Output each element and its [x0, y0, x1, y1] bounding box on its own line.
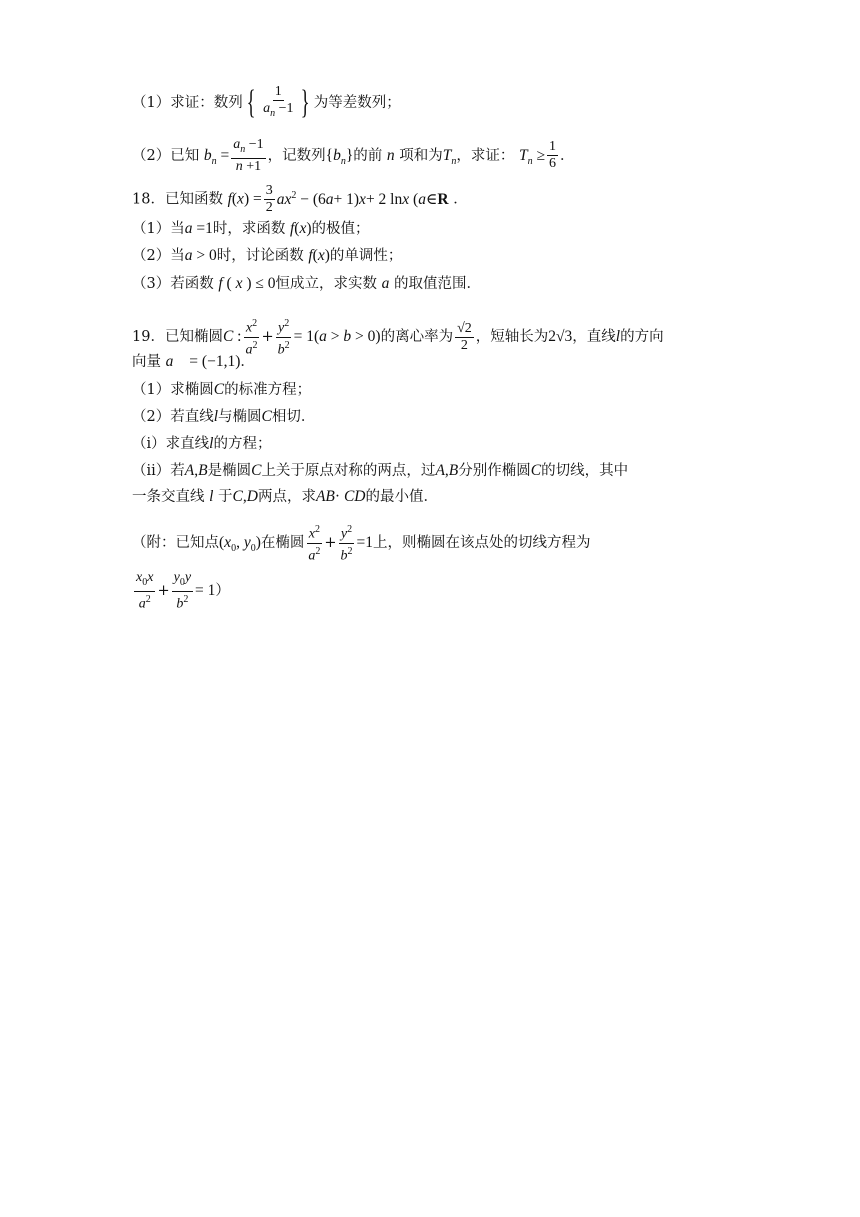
math: AB· CD	[315, 488, 366, 505]
math: A,B	[184, 462, 208, 479]
text: 项和为	[399, 147, 443, 164]
text: 于	[218, 489, 233, 505]
text: 上，则椭圆在该点处的切线方程为	[373, 535, 591, 552]
text: 时，讨论函数	[216, 248, 304, 264]
math: f ( x ) ≤ 0	[218, 275, 276, 292]
problem-18-part-1	[132, 219, 370, 239]
text: 19．已知椭圆	[132, 329, 223, 346]
text: 的取值范围．	[393, 276, 481, 292]
text: （i）求直线	[132, 436, 210, 452]
math-fraction: $\frac{3}{2}$	[265, 183, 273, 215]
math-fraction: $\frac{a_n -1}{n +1}$	[233, 137, 264, 174]
problem-19-part-2-ii-cont	[132, 487, 438, 507]
text: 的极值；	[311, 221, 370, 237]
problem-19-stem: 19．已知椭圆C : $\frac{x^2}{a^2}$ + $\frac{y^2}{b^2}$ = 1(a > b > 0)的离心率为 $\frac{√2}{2}$ ，短轴长为2√3，直线l的方向	[132, 318, 664, 358]
math: ($x_0$, $y_0$)	[219, 534, 261, 555]
problem-19-part-2-i	[132, 434, 271, 454]
problem-19-part-2-ii	[132, 461, 628, 481]
math: f(x)	[289, 220, 312, 237]
text: 是椭圆	[207, 463, 252, 479]
text: （1）求证：数列	[132, 94, 243, 111]
problem-19-stem-cont: 向量 a⃗ = (−1,1)．	[132, 353, 255, 370]
text: 两点，求	[257, 489, 316, 505]
math-fraction: $\frac{x^2}{a^2}$	[245, 318, 258, 358]
problem-17-part-1	[132, 84, 401, 122]
text: 的切线，其中	[541, 463, 629, 479]
math-fraction: $\frac{1}{6}$	[549, 139, 556, 172]
math: a =1	[184, 220, 213, 237]
text: 向量	[132, 354, 161, 370]
text: 的方向	[620, 329, 664, 346]
math: C	[261, 408, 272, 425]
text: 时，求函数	[212, 221, 286, 237]
appendix-note: （附：已知点($x_0$, $y_0$)在椭圆 $\frac{x^2}{a^2}$ + $\frac{y^2}{b^2}$ =1上，则椭圆在该点处的切线方程为	[132, 524, 591, 564]
text: 的单调性；	[329, 248, 403, 264]
text: 的标准方程；	[224, 382, 312, 398]
text: ，记数列	[267, 147, 326, 164]
math: C	[251, 462, 262, 479]
appendix-note-formula: $\frac{x_0x}{a^2}$ + $\frac{y_0y}{b^2}$ = 1）	[136, 570, 230, 612]
math: C	[530, 462, 542, 479]
problem-19-part-2	[132, 407, 315, 427]
problem-18-stem: 18．已知函数 f(x) = $\frac{3}{2}$ $ax^2 - (6a+ 1)x+ 2$ lnx (a∈R ．	[132, 183, 468, 215]
math: a > 0	[184, 247, 217, 264]
text: （2）若直线	[132, 409, 214, 425]
math: =1	[356, 534, 374, 552]
text: ，短轴长为	[475, 329, 549, 346]
math: C	[213, 381, 225, 398]
text: 的方程；	[213, 436, 272, 452]
math: f(x) =	[227, 190, 262, 208]
text: 为等差数列；	[313, 94, 401, 111]
math: $\{b_n\}$	[325, 146, 354, 167]
text: ，求证：	[456, 147, 515, 164]
math: l	[213, 408, 219, 425]
problem-19-part-1	[132, 380, 311, 400]
problem-18-part-3	[132, 274, 481, 294]
problem-17-part-2: （2）已知 $b_n$ = $\frac{a_n -1}{n +1}$ ，记数列$\{b_n\}$的前 n 项和为$T_n$，求证： $T_n$ ≥ $\frac{1}{6}$ ．	[132, 137, 575, 174]
text: 与椭圆	[218, 409, 262, 425]
math: }	[301, 83, 311, 121]
text: （1）求椭圆	[132, 382, 214, 398]
text: （附：已知点	[132, 535, 219, 552]
math-fraction: $\frac{y_0y}{b^2}$	[173, 570, 192, 612]
text: （ii）若	[132, 463, 185, 479]
math: l	[209, 435, 214, 452]
text: 18．已知函数	[132, 191, 223, 208]
text: （2）已知	[132, 147, 200, 164]
math: {	[246, 83, 256, 121]
text: 恒成立，求实数	[275, 276, 378, 292]
math: C,D	[232, 488, 258, 505]
math: $b_n$ =	[203, 146, 230, 167]
text: 上关于原点对称的两点，过	[261, 463, 436, 479]
math: A,B	[435, 462, 459, 479]
math: l	[615, 328, 621, 346]
math: = 1	[195, 582, 216, 600]
text: 的离心率为	[380, 329, 454, 346]
text: 在椭圆	[260, 535, 305, 552]
problem-18-part-2	[132, 246, 402, 266]
math-fraction: $\frac{y^2}{b^2}$	[340, 524, 353, 564]
math: n	[386, 146, 395, 164]
math: C :	[222, 328, 242, 346]
math: a⃗ = (−1,1)	[165, 353, 241, 370]
math: = 1(a > b > 0)	[293, 328, 381, 346]
math-fraction: $\frac{1}{a_n -1}$	[263, 84, 294, 119]
text: 分别作椭圆	[458, 463, 531, 479]
math: l	[209, 488, 214, 505]
math: $T_n$ ≥	[518, 146, 545, 167]
math: a	[381, 275, 390, 292]
text: 相切．	[271, 409, 316, 425]
text: （3）若函数	[132, 276, 214, 292]
math-fraction: $\frac{x^2}{a^2}$	[308, 524, 321, 564]
math-fraction: $\frac{y^2}{b^2}$	[277, 318, 290, 358]
text: （1）当	[132, 221, 185, 237]
math-fraction: $\frac{√2}{2}$	[457, 320, 472, 353]
math: $ax^2 - (6a+ 1)x+ 2$ lnx (a∈R	[276, 189, 449, 208]
text: 的最小值．	[365, 489, 438, 505]
text: ）	[215, 583, 230, 600]
math: 2√3	[548, 328, 573, 346]
math: f(x)	[308, 247, 330, 264]
text: 一条交直线	[132, 489, 205, 505]
text: 的前	[353, 147, 383, 164]
text: （2）当	[132, 248, 185, 264]
math: $T_n$	[442, 146, 457, 167]
math-fraction: $\frac{x_0x}{a^2}$	[136, 570, 154, 612]
text: ，直线	[572, 329, 616, 346]
